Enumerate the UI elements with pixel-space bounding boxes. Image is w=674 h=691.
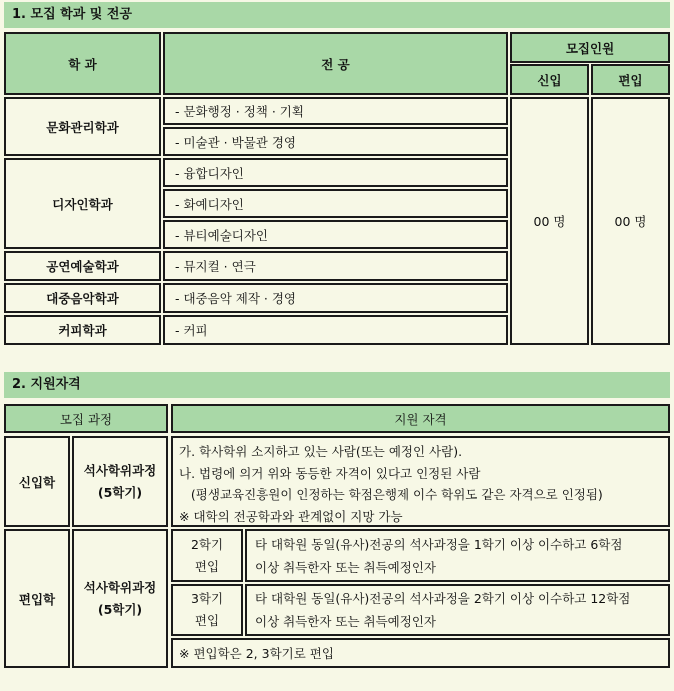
quota-transfer-value: 00 명 <box>591 97 670 345</box>
major-item: - 대중음악 제작 · 경영 <box>163 283 508 313</box>
term-type: 편입 <box>194 558 220 574</box>
dept-coffee: 커피학과 <box>4 315 161 345</box>
qualification-new <box>171 436 670 527</box>
header-quota-transfer: 편입 <box>591 64 670 95</box>
course-term: (5학기) <box>97 484 143 500</box>
transfer-term-2 <box>171 529 243 582</box>
major-item: - 뷰티예술디자인 <box>163 220 508 249</box>
qualification-line: 나. 법령에 의거 위와 동등한 자격이 있다고 인정된 사람 <box>179 465 481 481</box>
term-label: 3학기 <box>190 591 224 606</box>
section-1-title: 1. 모집 학과 및 전공 <box>4 2 670 28</box>
header-major: 전 공 <box>163 32 508 95</box>
header-qualification: 지원 자격 <box>171 404 670 433</box>
major-item: - 뮤지컬 · 연극 <box>163 251 508 281</box>
term-type: 편입 <box>194 613 220 628</box>
qualification-line: (평생교육진흥원이 인정하는 학점은행제 이수 학위도 같은 자격으로 인정됨) <box>179 487 603 502</box>
major-item: - 미술관 · 박물관 경영 <box>163 127 508 156</box>
dept-performing-arts: 공연예술학과 <box>4 251 161 281</box>
course-term: (5학기) <box>97 601 143 617</box>
qualification-line: 가. 학사학위 소지하고 있는 사람(또는 예정인 사람). <box>179 444 463 459</box>
admission-type-transfer: 편입학 <box>4 529 70 668</box>
course-new <box>72 436 168 527</box>
dept-cultural-management: 문화관리학과 <box>4 97 161 156</box>
condition-line: 이상 취득한자 또는 취득예정인자 <box>255 559 436 575</box>
major-item: - 문화행정 · 정책 · 기획 <box>163 97 508 125</box>
transfer-term-3 <box>171 584 243 636</box>
course-transfer <box>72 529 168 668</box>
header-quota: 모집인원 <box>510 32 670 63</box>
dept-popular-music: 대중음악학과 <box>4 283 161 313</box>
major-item: - 융합디자인 <box>163 158 508 187</box>
condition-line: 타 대학원 동일(유사)전공의 석사과정을 1학기 이상 이수하고 6학점 <box>255 536 623 552</box>
dept-design: 디자인학과 <box>4 158 161 249</box>
header-quota-new: 신입 <box>510 64 589 95</box>
transfer-note: ※ 편입학은 2, 3학기로 편입 <box>171 638 670 668</box>
header-dept: 학 과 <box>4 32 161 95</box>
major-item: - 커피 <box>163 315 508 345</box>
course-name: 석사학위과정 <box>83 462 157 478</box>
term-label: 2학기 <box>190 536 224 552</box>
quota-new-value: 00 명 <box>510 97 589 345</box>
condition-line: 타 대학원 동일(유사)전공의 석사과정을 2학기 이상 이수하고 12학점 <box>255 591 631 606</box>
condition-line: 이상 취득한자 또는 취득예정인자 <box>255 614 436 629</box>
header-process: 모집 과정 <box>4 404 168 433</box>
course-name: 석사학위과정 <box>83 579 157 595</box>
qualification-note: ※ 대학의 전공학과와 관계없이 지망 가능 <box>179 508 403 524</box>
major-item: - 화예디자인 <box>163 189 508 218</box>
transfer-condition-2 <box>245 529 670 582</box>
transfer-condition-3 <box>245 584 670 636</box>
section-2-title: 2. 지원자격 <box>4 372 670 398</box>
admission-type-new: 신입학 <box>4 436 70 527</box>
